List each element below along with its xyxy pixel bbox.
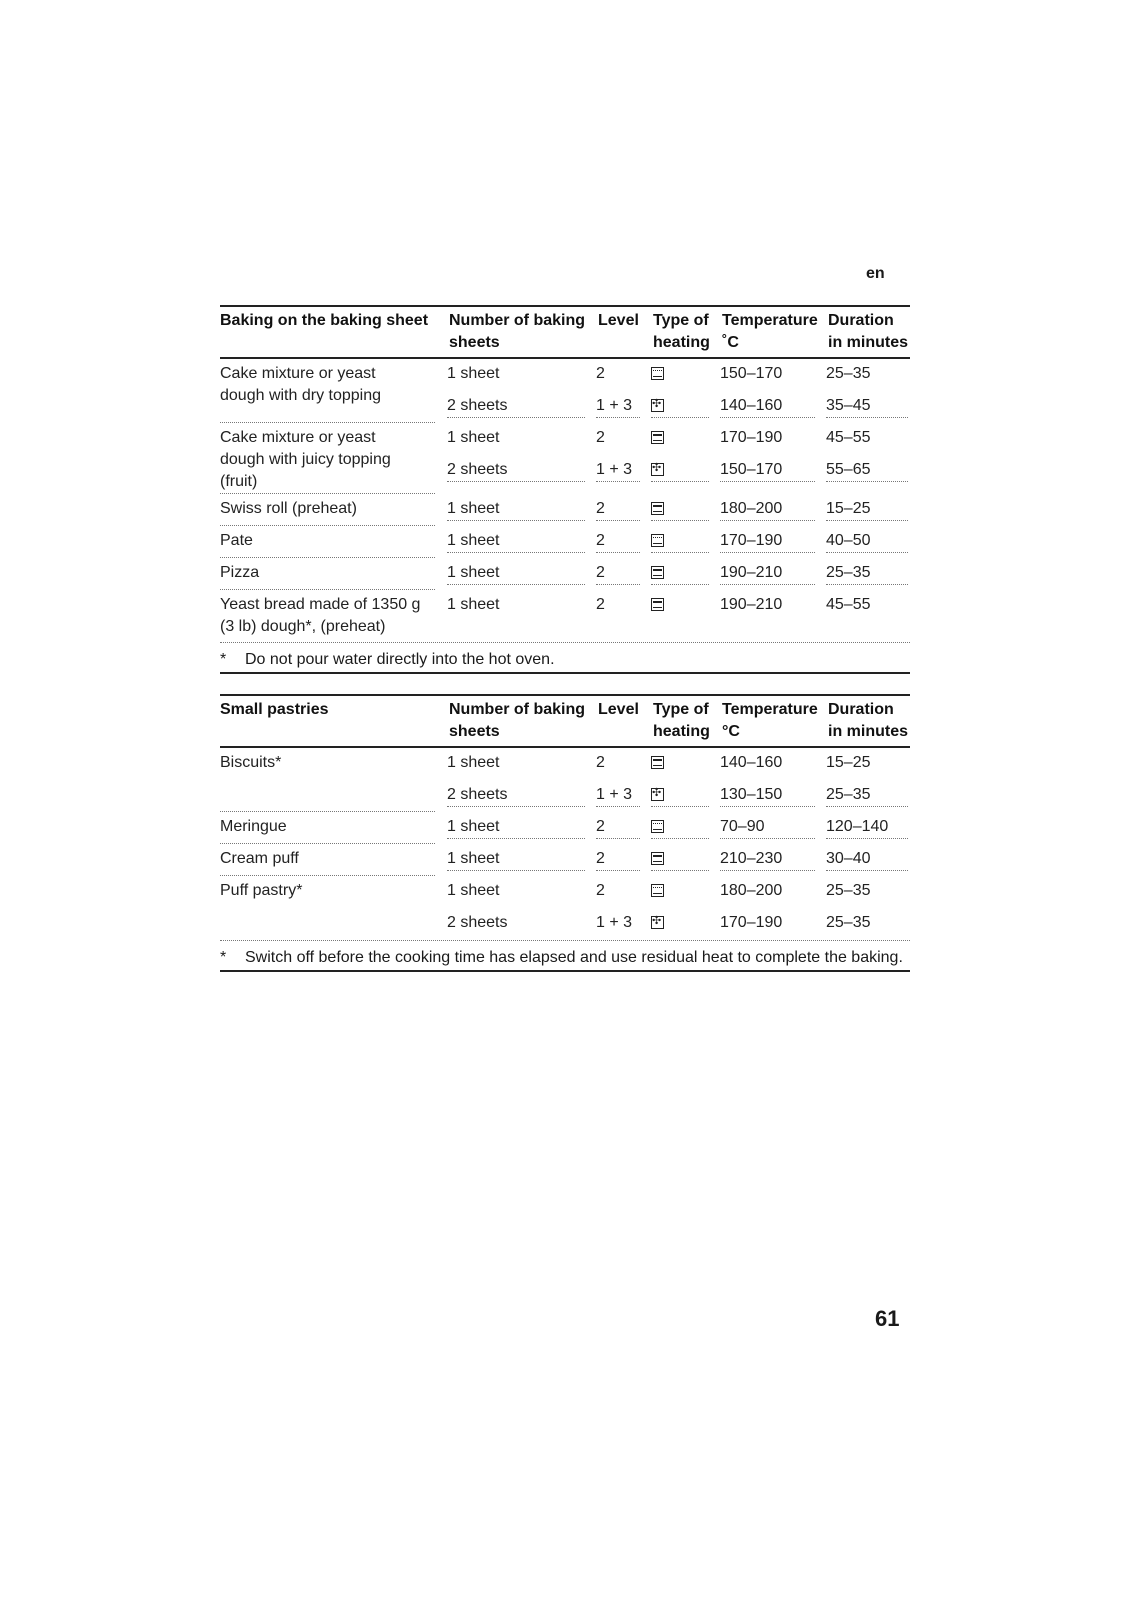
- level-cell: 2: [596, 365, 605, 382]
- cell-wrap: [720, 395, 826, 418]
- spacer: [435, 748, 447, 812]
- duration-cell: 40–50: [826, 530, 908, 553]
- entry-row: [447, 391, 910, 423]
- entry-row: [447, 526, 910, 558]
- cell-wrap: [447, 427, 596, 449]
- heating-cell: [651, 363, 709, 385]
- cell-wrap: [826, 498, 910, 521]
- entry-row: [447, 876, 910, 908]
- cell-wrap: [826, 395, 910, 418]
- cell-wrap: [651, 784, 720, 807]
- fan-hot-air-icon: [651, 399, 664, 412]
- cell-wrap: [651, 562, 720, 585]
- level-cell: 1 + 3: [596, 459, 640, 482]
- duration-cell: 30–40: [826, 848, 908, 871]
- duration-cell: 120–140: [826, 816, 908, 839]
- column-header: Number of baking sheets: [449, 701, 586, 740]
- cell-wrap: [447, 880, 596, 902]
- duration-cell: 35–45: [826, 395, 908, 418]
- column-header: Type of heating: [653, 312, 710, 351]
- row-entries: [447, 812, 910, 844]
- level-cell: 2: [596, 816, 640, 839]
- top-bottom-hot-air-icon: [651, 820, 664, 833]
- duration-cell: 15–25: [826, 498, 908, 521]
- column-header: Type of heating: [653, 701, 710, 740]
- cell-wrap: [596, 363, 651, 385]
- cell-wrap: [720, 459, 826, 482]
- row-label: Biscuits*: [220, 748, 435, 812]
- footnote-text: Do not pour water directly into the hot oven.: [245, 651, 555, 668]
- row-entries: [447, 526, 910, 558]
- spacer: [435, 359, 447, 423]
- row-entries: [447, 590, 910, 642]
- entry-row: [447, 455, 910, 487]
- row-entries: [447, 359, 910, 423]
- cell-wrap: [651, 816, 720, 839]
- row-entries: [447, 423, 910, 494]
- level-cell: 2: [596, 596, 605, 613]
- temperature-cell: 180–200: [720, 882, 783, 899]
- cell-wrap: [826, 459, 910, 482]
- temperature-cell: 170–190: [720, 530, 815, 553]
- level-cell: 2: [596, 429, 605, 446]
- sheets-cell: 1 sheet: [447, 562, 585, 585]
- cell-wrap: [447, 530, 596, 553]
- cell-wrap: [651, 530, 720, 553]
- cell-wrap: [651, 752, 720, 774]
- row-label: Pizza: [220, 558, 435, 590]
- level-cell: 1 + 3: [596, 914, 633, 931]
- cell-wrap: [826, 848, 910, 871]
- column-header: Number of baking sheets: [449, 312, 586, 351]
- sheets-cell: 1 sheet: [447, 429, 500, 446]
- table-row: [220, 494, 910, 526]
- entry-row: [447, 844, 910, 876]
- cell-wrap: [447, 594, 596, 616]
- cell-wrap: [651, 395, 720, 418]
- table-row: [220, 844, 910, 876]
- level-cell: 2: [596, 754, 605, 771]
- row-label: Yeast bread made of 1350 g (3 lb) dough*, (preheat): [220, 596, 421, 635]
- cell-wrap: [596, 816, 651, 839]
- sheets-cell: 2 sheets: [447, 784, 585, 807]
- spacer: [435, 423, 447, 494]
- temperature-cell: 170–190: [720, 429, 783, 446]
- heating-cell: [651, 752, 709, 774]
- top-bottom-hot-air-icon: [651, 534, 664, 547]
- cell-wrap: [720, 498, 826, 521]
- column-header: Small pastries: [220, 701, 329, 718]
- entry-row: [447, 780, 910, 812]
- level-cell: 2: [596, 498, 640, 521]
- cell-wrap: [596, 459, 651, 482]
- top-bottom-hot-air-icon: [651, 884, 664, 897]
- small-pastries-table: [220, 694, 910, 972]
- cell-wrap: [596, 784, 651, 807]
- top-bottom-heating-icon: [651, 566, 664, 579]
- cell-wrap: [720, 848, 826, 871]
- level-cell: 2: [596, 562, 640, 585]
- cell-wrap: [596, 848, 651, 871]
- top-bottom-hot-air-icon: [651, 367, 664, 380]
- table-row: [220, 359, 910, 423]
- sheets-cell: 1 sheet: [447, 882, 500, 899]
- heating-cell: [651, 880, 709, 902]
- cell-wrap: [447, 363, 596, 385]
- entry-row: [447, 494, 910, 526]
- heating-cell: [651, 816, 709, 839]
- heating-cell: [651, 395, 709, 418]
- row-label: Cake mixture or yeast dough with juicy topping (fruit): [220, 423, 435, 494]
- level-cell: 2: [596, 882, 605, 899]
- table-row: [220, 526, 910, 558]
- cell-wrap: [651, 912, 720, 934]
- table-row: [220, 812, 910, 844]
- column-header: Level: [598, 312, 639, 329]
- cell-wrap: [596, 912, 651, 934]
- cell-wrap: [596, 427, 651, 449]
- table-header: [220, 694, 910, 748]
- cell-wrap: [720, 427, 826, 449]
- column-header: Temperature °C: [722, 701, 818, 740]
- cell-wrap: [447, 498, 596, 521]
- row-entries: [447, 844, 910, 876]
- level-cell: 2: [596, 848, 640, 871]
- footnote-star: *: [220, 949, 227, 966]
- sheets-cell: 2 sheets: [447, 914, 508, 931]
- cell-wrap: [447, 912, 596, 934]
- table-header: [220, 305, 910, 359]
- top-bottom-heating-icon: [651, 598, 664, 611]
- heating-cell: [651, 784, 709, 807]
- column-header: Level: [598, 701, 639, 718]
- sheets-cell: 1 sheet: [447, 530, 585, 553]
- cell-wrap: [826, 752, 910, 774]
- sheets-cell: 1 sheet: [447, 365, 500, 382]
- top-bottom-heating-icon: [651, 431, 664, 444]
- cell-wrap: [720, 594, 826, 616]
- cell-wrap: [596, 880, 651, 902]
- row-label: Cream puff: [220, 844, 435, 876]
- cell-wrap: [447, 848, 596, 871]
- temperature-cell: 70–90: [720, 816, 815, 839]
- table-row: [220, 876, 910, 940]
- heating-cell: [651, 530, 709, 553]
- table-row: [220, 590, 910, 642]
- cell-wrap: [720, 363, 826, 385]
- spacer: [435, 876, 447, 940]
- cell-wrap: [447, 562, 596, 585]
- sheets-cell: 1 sheet: [447, 816, 585, 839]
- heating-cell: [651, 912, 709, 934]
- cell-wrap: [596, 562, 651, 585]
- row-label: Puff pastry*: [220, 882, 303, 899]
- temperature-cell: 140–160: [720, 754, 783, 771]
- temperature-cell: 190–210: [720, 596, 783, 613]
- entry-row: [447, 423, 910, 455]
- spacer: [435, 494, 447, 526]
- cell-wrap: [447, 816, 596, 839]
- top-bottom-heating-icon: [651, 852, 664, 865]
- cell-wrap: [596, 752, 651, 774]
- duration-cell: 25–35: [826, 914, 871, 931]
- spacer: [435, 558, 447, 590]
- cell-wrap: [826, 816, 910, 839]
- sheets-cell: 2 sheets: [447, 459, 585, 482]
- cell-wrap: [826, 784, 910, 807]
- heating-cell: [651, 562, 709, 585]
- top-bottom-heating-icon: [651, 502, 664, 515]
- entry-row: [447, 359, 910, 391]
- row-label: Swiss roll (preheat): [220, 494, 435, 526]
- heating-cell: [651, 427, 709, 449]
- top-bottom-heating-icon: [651, 756, 664, 769]
- cell-wrap: [447, 784, 596, 807]
- duration-cell: 15–25: [826, 754, 871, 771]
- temperature-cell: 180–200: [720, 498, 815, 521]
- row-entries: [447, 558, 910, 590]
- row-label: Meringue: [220, 812, 435, 844]
- cell-wrap: [596, 530, 651, 553]
- cell-wrap: [651, 594, 720, 616]
- row-label: Cake mixture or yeast dough with dry topping: [220, 359, 435, 423]
- spacer: [435, 844, 447, 876]
- cell-wrap: [826, 363, 910, 385]
- footnote: [220, 642, 910, 674]
- fan-hot-air-icon: [651, 916, 664, 929]
- entry-row: [447, 590, 910, 642]
- spacer: [435, 526, 447, 558]
- row-entries: [447, 494, 910, 526]
- sheets-cell: 1 sheet: [447, 754, 500, 771]
- cell-wrap: [826, 427, 910, 449]
- row-entries: [447, 876, 910, 940]
- table-row: [220, 423, 910, 494]
- cell-wrap: [720, 880, 826, 902]
- temperature-cell: 150–170: [720, 365, 783, 382]
- column-header: Temperature ˚C: [722, 312, 818, 351]
- cell-wrap: [826, 594, 910, 616]
- duration-cell: 25–35: [826, 882, 871, 899]
- cell-wrap: [720, 562, 826, 585]
- cell-wrap: [596, 395, 651, 418]
- cell-wrap: [651, 498, 720, 521]
- level-cell: 1 + 3: [596, 784, 640, 807]
- entry-row: [447, 558, 910, 590]
- fan-hot-air-icon: [651, 463, 664, 476]
- column-header: Duration in minutes: [828, 701, 909, 740]
- sheets-cell: 1 sheet: [447, 848, 585, 871]
- cell-wrap: [720, 816, 826, 839]
- cell-wrap: [720, 530, 826, 553]
- duration-cell: 45–55: [826, 429, 871, 446]
- temperature-cell: 210–230: [720, 848, 815, 871]
- footnote: [220, 940, 910, 972]
- sheets-cell: 1 sheet: [447, 498, 585, 521]
- level-cell: 2: [596, 530, 640, 553]
- entry-row: [447, 748, 910, 780]
- cell-wrap: [720, 784, 826, 807]
- temperature-cell: 170–190: [720, 914, 783, 931]
- cell-wrap: [826, 912, 910, 934]
- footnote-text: Switch off before the cooking time has elapsed and use residual heat to complete the baking.: [245, 949, 903, 966]
- sheets-cell: 1 sheet: [447, 596, 500, 613]
- cell-wrap: [826, 562, 910, 585]
- duration-cell: 25–35: [826, 784, 908, 807]
- cell-wrap: [596, 594, 651, 616]
- cell-wrap: [651, 848, 720, 871]
- cell-wrap: [720, 752, 826, 774]
- cell-wrap: [651, 427, 720, 449]
- temperature-cell: 130–150: [720, 784, 815, 807]
- column-header: Duration in minutes: [828, 312, 909, 351]
- temperature-cell: 190–210: [720, 562, 815, 585]
- spacer: [435, 812, 447, 844]
- page-number: 61: [875, 1306, 900, 1331]
- column-header: Baking on the baking sheet: [220, 312, 429, 329]
- sheets-cell: 2 sheets: [447, 395, 585, 418]
- temperature-cell: 140–160: [720, 395, 815, 418]
- cell-wrap: [447, 459, 596, 482]
- row-label: Pate: [220, 526, 435, 558]
- duration-cell: 25–35: [826, 562, 908, 585]
- temperature-cell: 150–170: [720, 459, 815, 482]
- row-entries: [447, 748, 910, 812]
- table-row: [220, 558, 910, 590]
- entry-row: [447, 908, 910, 940]
- heating-cell: [651, 848, 709, 871]
- cell-wrap: [651, 363, 720, 385]
- cell-wrap: [651, 459, 720, 482]
- table-row: [220, 748, 910, 812]
- heating-cell: [651, 594, 709, 616]
- fan-hot-air-icon: [651, 788, 664, 801]
- heating-cell: [651, 459, 709, 482]
- level-cell: 1 + 3: [596, 395, 640, 418]
- cell-wrap: [447, 395, 596, 418]
- cell-wrap: [596, 498, 651, 521]
- cell-wrap: [826, 530, 910, 553]
- duration-cell: 25–35: [826, 365, 871, 382]
- spacer: [435, 590, 447, 642]
- baking-sheet-table: [220, 305, 910, 674]
- heating-cell: [651, 498, 709, 521]
- footnote-star: *: [220, 651, 227, 668]
- entry-row: [447, 812, 910, 844]
- language-label: en: [866, 265, 885, 282]
- cell-wrap: [826, 880, 910, 902]
- cell-wrap: [651, 880, 720, 902]
- cell-wrap: [720, 912, 826, 934]
- duration-cell: 45–55: [826, 596, 871, 613]
- duration-cell: 55–65: [826, 459, 908, 482]
- cell-wrap: [447, 752, 596, 774]
